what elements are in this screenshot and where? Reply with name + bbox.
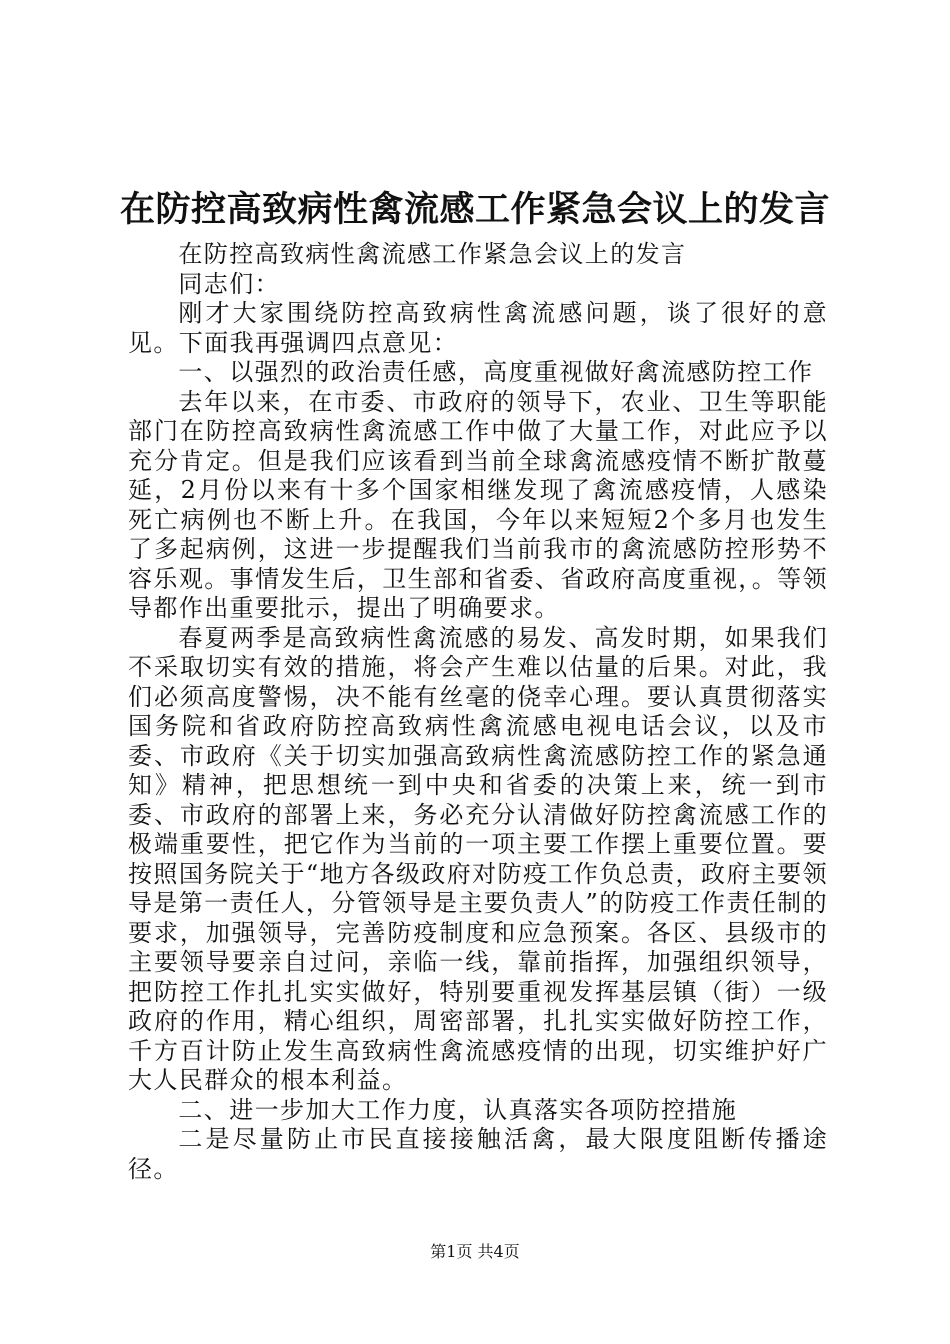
subtitle-paragraph: 在防控高致病性禽流感工作紧急会议上的发言 xyxy=(178,240,687,268)
document-body xyxy=(128,240,828,1184)
intro-paragraph: 刚才大家围绕防控高致病性禽流感问题，谈了很好的意见。下面我再强调四点意见： xyxy=(128,299,828,357)
salutation-paragraph: 同志们： xyxy=(178,269,280,298)
body-paragraph: 二是尽量防止市民直接接触活禽，最大限度阻断传播途径。 xyxy=(128,1125,828,1183)
section-heading-2: 二、进一步加大工作力度，认真落实各项防控措施 xyxy=(178,1095,738,1124)
document-title: 在防控高致病性禽流感工作紧急会议上的发言 xyxy=(119,190,830,230)
page-number-footer: 第1页 共4页 xyxy=(430,1242,520,1261)
body-paragraph: 春夏两季是高致病性禽流感的易发、高发时期，如果我们不采取切实有效的措施，将会产生难以估量的后果。对此，我们必须高度警惕，决不能有丝毫的侥幸心理。要认真贯彻落实国务院和省政府防控高致病性禽流感电视电话会议，以及市委、市政府《关于切实加强高致病性禽流感防控工作的紧急通知》精神，把思想统一到中央和省委的决策上来，统一到市委、市政府的部署上来，务必充分认清做好防控禽流感工作的极端重要性，把它作为当前的一项主要工作摆上重要位置。要按照国务院关于“地方各级政府对防疫工作负总责，政府主要领导是第一责任人，分管领导是主要负责人”的防疫工作责任制的要求，加强领导，完善防疫制度和应急预案。各区、县级市的主要领导要亲自过问，亲临一线，靠前指挥，加强组织领导，把防控工作扎扎实实做好，特别要重视发挥基层镇（街）一级政府的作用，精心组织，周密部署，扎扎实实做好防控工作，千方百计防止发生高致病性禽流感疫情的出现，切实维护好广大人民群众的根本利益。 xyxy=(128,623,828,1094)
section-heading-1: 一、以强烈的政治责任感，高度重视做好禽流感防控工作 xyxy=(178,358,814,386)
body-paragraph: 去年以来，在市委、市政府的领导下，农业、卫生等职能部门在防控高致病性禽流感工作中做了大量工作，对此应予以充分肯定。但是我们应该看到当前全球禽流感疫情不断扩散蔓延，2月份以来有十多个国家相继发现了禽流感疫情，人感染死亡病例也不断上升。在我国，今年以来短短2个多月也发生了多起病例，这进一步提醒我们当前我市的禽流感防控形势不容乐观。事情发生后，卫生部和省委、省政府高度重视，。等领导都作出重要批示，提出了明确要求。 xyxy=(128,387,828,622)
